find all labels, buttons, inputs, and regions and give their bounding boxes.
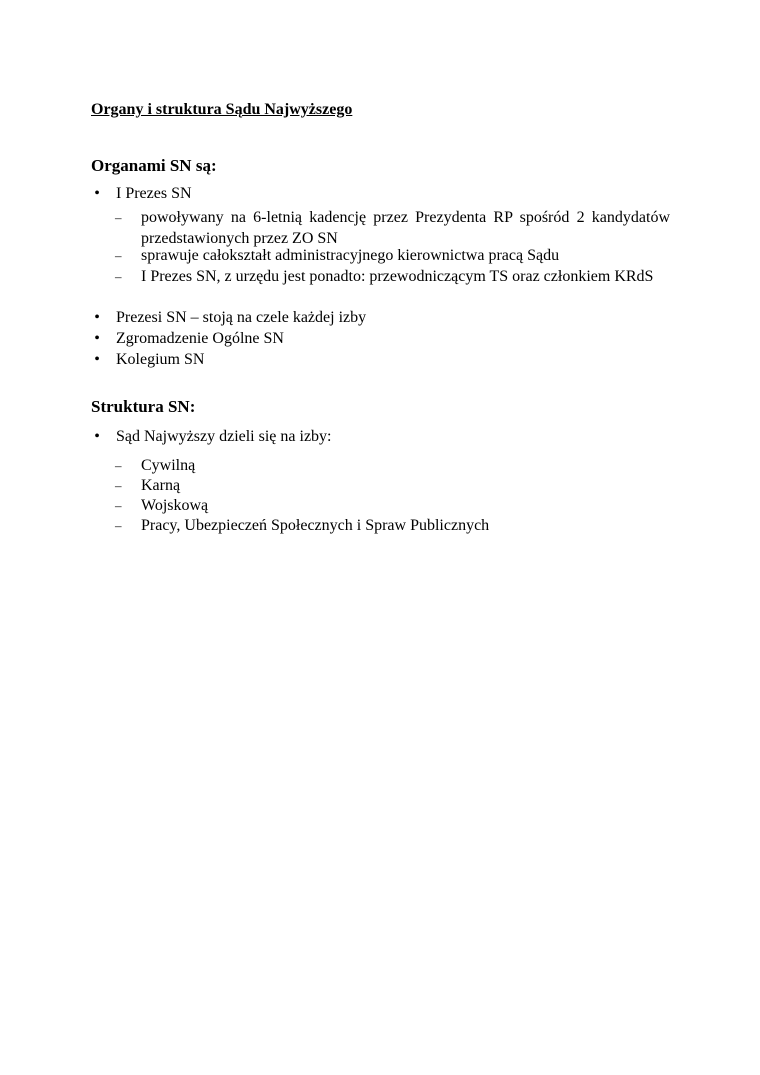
bullet-icon: •	[94, 330, 100, 347]
dash-icon: –	[115, 518, 122, 533]
organs-heading: Organami SN są:	[91, 156, 217, 175]
chamber-label: Cywilną	[141, 457, 196, 474]
bullet-icon: •	[94, 428, 100, 445]
bullet-icon: •	[94, 351, 100, 368]
structure-heading: Struktura SN:	[91, 397, 196, 416]
list-item-label: Kolegium SN	[116, 351, 205, 368]
document-title: Organy i struktura Sądu Najwyższego	[91, 101, 353, 118]
sub-list-item	[115, 245, 670, 266]
chamber-item	[115, 515, 670, 536]
chamber-item	[115, 455, 670, 476]
list-item-label: Zgromadzenie Ogólne SN	[116, 330, 284, 347]
sub-list-item-label: I Prezes SN, z urzędu jest ponadto: przewodniczącym TS oraz członkiem KRdS	[141, 268, 654, 285]
sub-list-item-label: sprawuje całokształt administracyjnego kierownictwa pracą Sądu	[141, 247, 560, 264]
dash-icon: –	[115, 210, 122, 225]
chamber-label: Wojskową	[141, 497, 209, 514]
dash-icon: –	[115, 478, 122, 493]
list-item-label: I Prezes SN	[116, 185, 192, 202]
chamber-item	[115, 475, 670, 496]
sub-list-item	[115, 207, 670, 249]
chamber-label: Pracy, Ubezpieczeń Społecznych i Spraw Publicznych	[141, 517, 490, 534]
chamber-item	[115, 495, 670, 516]
dash-icon: –	[115, 458, 122, 473]
chamber-label: Karną	[141, 477, 181, 494]
bullet-icon: •	[94, 309, 100, 326]
list-item-label: Sąd Najwyższy dzieli się na izby:	[116, 428, 332, 445]
bullet-icon: •	[94, 185, 100, 202]
sub-list-item	[115, 266, 670, 287]
dash-icon: –	[115, 498, 122, 513]
dash-icon: –	[115, 248, 122, 263]
dash-icon: –	[115, 269, 122, 284]
sub-list-item-label: powoływany na 6-letnią kadencję przez Prezydenta RP spośród 2 kandydatów przedstawionych przez ZO SN	[141, 209, 670, 247]
list-item-label: Prezesi SN – stoją na czele każdej izby	[116, 309, 367, 326]
